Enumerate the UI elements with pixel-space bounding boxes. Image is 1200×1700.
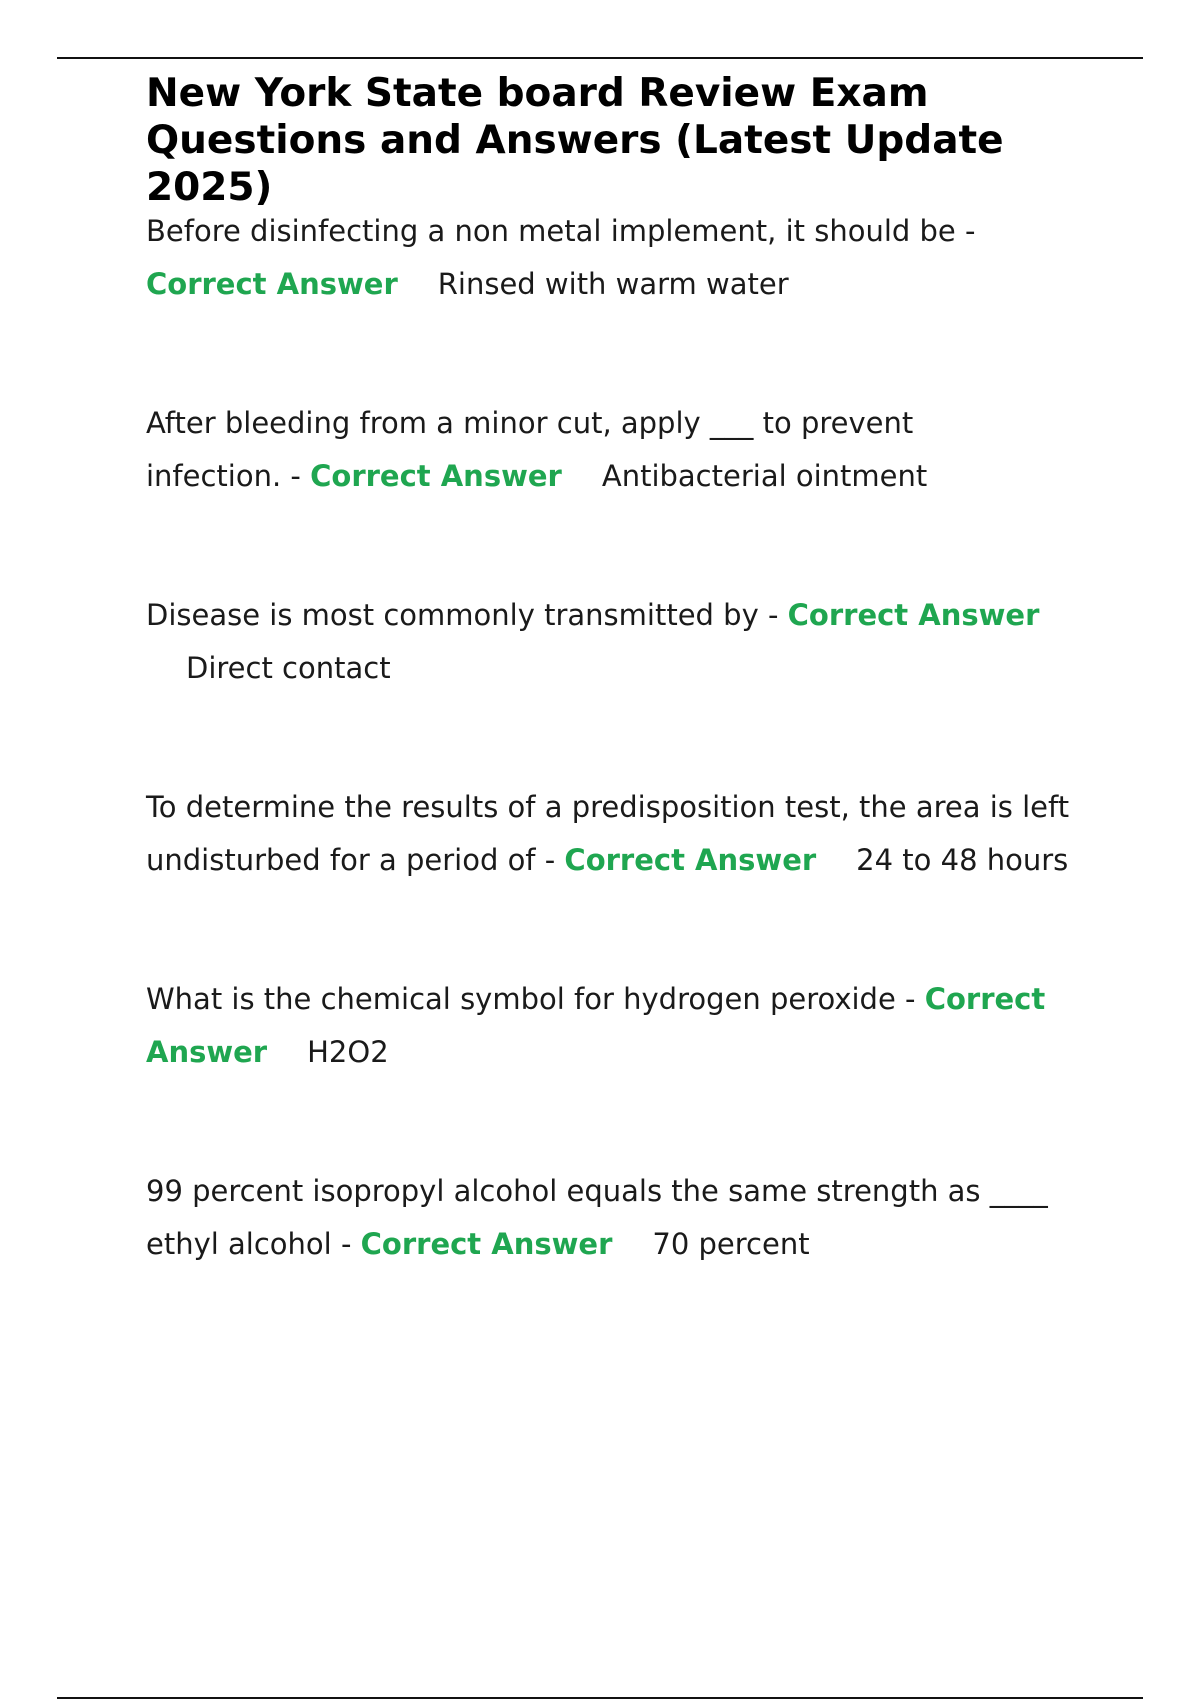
answer-text: Rinsed with warm water: [437, 267, 789, 301]
answer-text: 70 percent: [652, 1227, 810, 1261]
qa-item: [146, 1165, 1086, 1271]
question-text: Disease is most commonly transmitted by -: [146, 598, 779, 632]
document-body: [146, 70, 1086, 1271]
question-text: What is the chemical symbol for hydrogen peroxide -: [146, 982, 916, 1016]
answer-text: Antibacterial ointment: [601, 459, 928, 493]
answer-text: Direct contact: [186, 651, 391, 685]
qa-item: [146, 205, 1086, 311]
qa-item: [146, 781, 1086, 887]
top-rule: [57, 57, 1143, 59]
qa-item: [146, 973, 1086, 1079]
correct-answer-label: Correct Answer: [360, 1227, 613, 1261]
correct-answer-label: Correct Answer: [564, 843, 817, 877]
question-text: Before disinfecting a non metal implement, it should be -: [146, 214, 976, 248]
correct-answer-label: Correct Answer: [787, 598, 1040, 632]
question-text: 99 percent isopropyl alcohol equals the same strength as ____ ethyl alcohol -: [146, 1174, 1048, 1261]
qa-item: [146, 397, 946, 503]
answer-text: H2O2: [307, 1035, 389, 1069]
bottom-rule: [57, 1697, 1143, 1699]
page-title: New York State board Review Exam Questions and Answers (Latest Update 2025): [146, 71, 1004, 210]
correct-answer-label: Correct Answer: [146, 267, 398, 301]
question-text: To determine the results of a predisposition test, the area is left undisturbed for a period of -: [146, 790, 1070, 877]
correct-answer-label: Correct Answer: [310, 459, 562, 493]
question-text: After bleeding from a minor cut, apply ___ to prevent infection. -: [146, 406, 914, 493]
qa-item: [146, 589, 1086, 695]
correct-answer-label: Correct Answer: [146, 982, 1046, 1069]
answer-text: 24 to 48 hours: [856, 843, 1069, 877]
